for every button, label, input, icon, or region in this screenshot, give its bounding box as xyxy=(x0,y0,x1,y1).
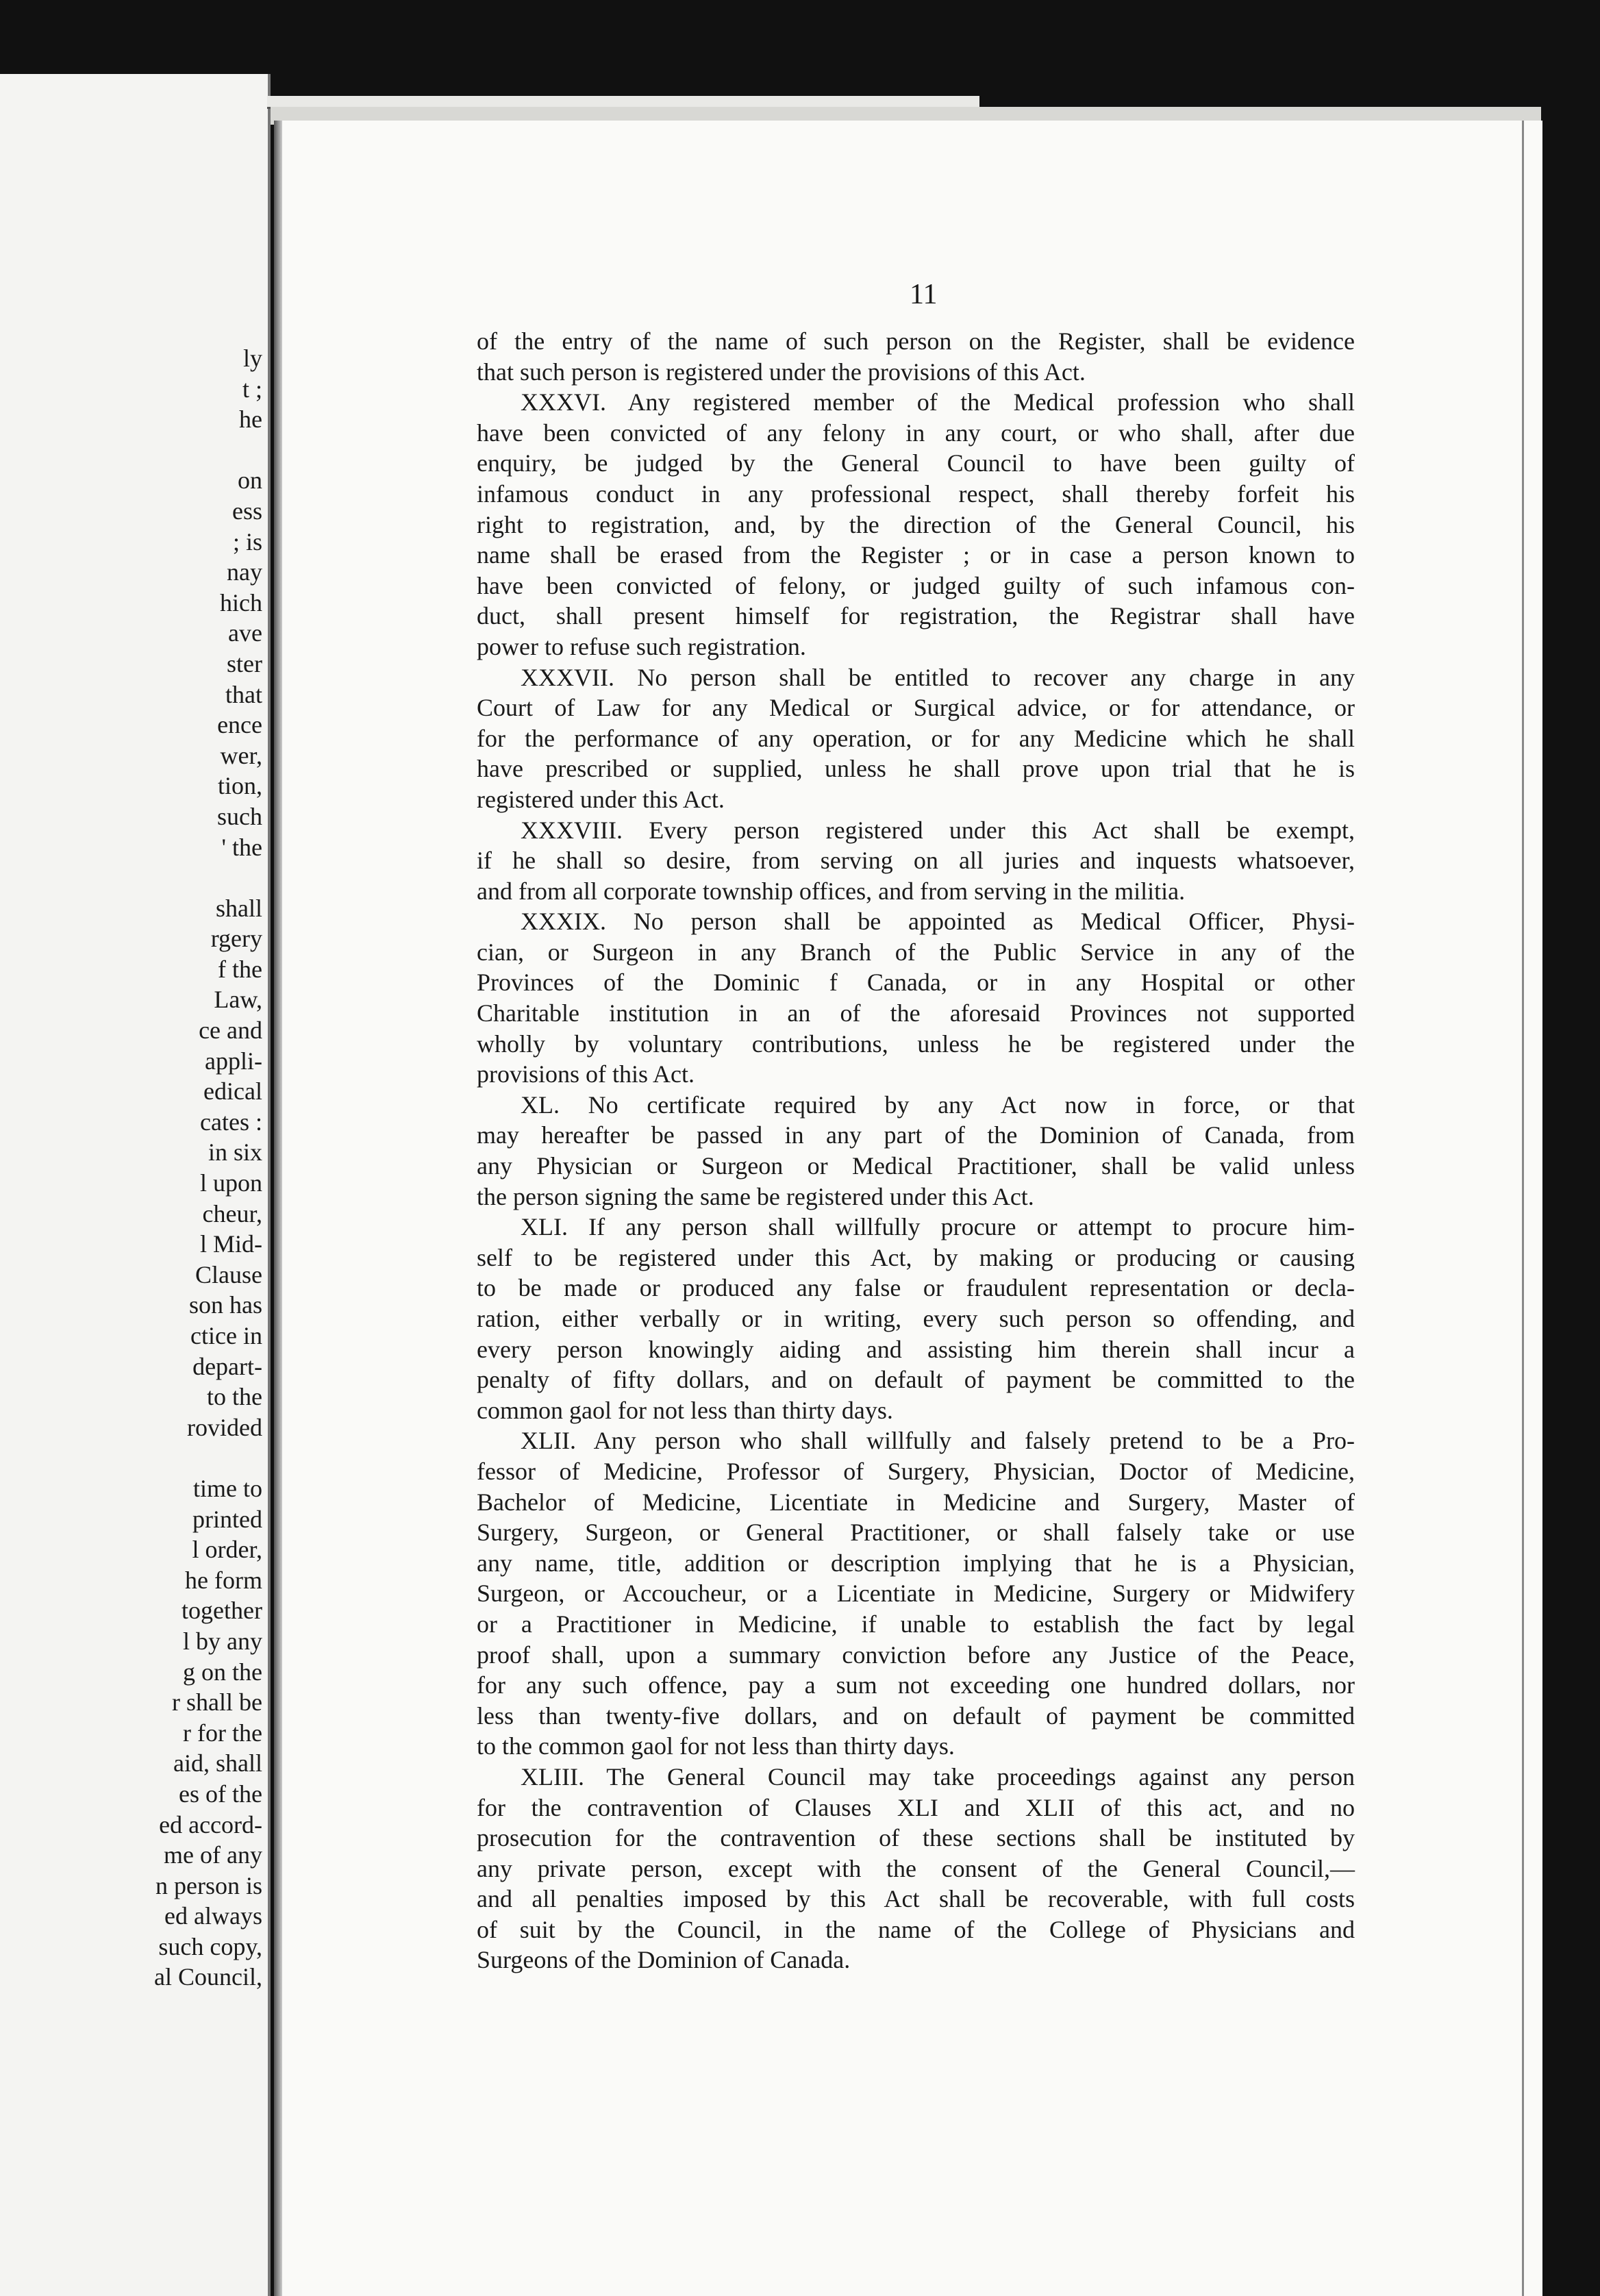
left-page-fragment: ess xyxy=(232,497,262,525)
paragraph-line: wholly by voluntary contributions, unless he be registered under the xyxy=(477,1030,1355,1058)
paragraph-line: Court of Law for any Medical or Surgical advice, or for attendance, or xyxy=(477,694,1355,722)
left-page-fragment: n person is xyxy=(155,1871,262,1899)
paragraph-line: Surgery, Surgeon, or General Practitioner, or shall falsely take or use xyxy=(477,1519,1355,1547)
left-page-fragment: shall xyxy=(216,894,262,922)
paragraph-line: any private person, except with the consent of the General Council,— xyxy=(477,1854,1355,1882)
paragraph-line: right to registration, and, by the direction of the General Council, his xyxy=(477,510,1355,538)
paragraph-line: Bachelor of Medicine, Licentiate in Medicine and Surgery, Master of xyxy=(477,1488,1355,1516)
paragraph-line: any name, title, addition or description implying that he is a Physician, xyxy=(477,1549,1355,1577)
paragraph-line: for the performance of any operation, or for any Medicine which he shall xyxy=(477,724,1355,752)
left-page-text-fragments xyxy=(154,343,262,1993)
paragraph-line: to be made or produced any false or fraudulent representation or decla- xyxy=(477,1274,1355,1302)
left-page-fragment: ; is xyxy=(232,527,262,556)
left-page-fragment: nay xyxy=(227,558,262,586)
paragraph-line: fessor of Medicine, Professor of Surgery, Physician, Doctor of Medicine, xyxy=(477,1457,1355,1485)
paragraph-line: may hereafter be passed in any part of the Dominion of Canada, from xyxy=(477,1121,1355,1149)
left-page-fragment: son has xyxy=(189,1291,262,1319)
paragraph-line: Charitable institution in an of the aforesaid Provinces not supported xyxy=(477,999,1355,1027)
paragraph-line: have been convicted of felony, or judged guilty of such infamous con- xyxy=(477,571,1355,599)
paragraph-first-line: XLII. Any person who shall willfully and falsely pretend to be a Pro- xyxy=(521,1427,1355,1455)
left-page-fragment: that xyxy=(225,680,262,708)
paragraph-line: that such person is registered under the provisions of this Act. xyxy=(477,358,1086,386)
left-page-fragment: tion, xyxy=(217,772,262,800)
left-page-fragment: Law, xyxy=(214,986,262,1014)
left-page-fragment: on xyxy=(238,466,262,495)
paragraph-line: self to be registered under this Act, by making or producing or causing xyxy=(477,1243,1355,1271)
left-page-fragment: es of the xyxy=(179,1780,262,1808)
paragraph-line: Surgeon, or Accoucheur, or a Licentiate in Medicine, Surgery or Midwifery xyxy=(477,1580,1355,1608)
paragraph-line: or a Practitioner in Medicine, if unable to establish the fact by legal xyxy=(477,1610,1355,1638)
paragraph-line: Surgeons of the Dominion of Canada. xyxy=(477,1946,851,1974)
paragraph-line: name shall be erased from the Register ; or in case a person known to xyxy=(477,541,1355,569)
left-page-fragment: al Council, xyxy=(154,1963,262,1991)
left-page-fragment: hich xyxy=(220,588,262,616)
left-page-fragment: printed xyxy=(192,1505,262,1533)
left-page-fragment: depart- xyxy=(192,1352,262,1380)
book-spine-shadow xyxy=(274,121,282,2296)
paragraph-first-line: XLI. If any person shall willfully procure or attempt to procure him- xyxy=(521,1213,1355,1241)
page-number: 11 xyxy=(910,279,938,310)
paragraph-line: penalty of fifty dollars, and on default of payment be committed to the xyxy=(477,1366,1355,1394)
paragraph-line: power to refuse such registration. xyxy=(477,632,806,660)
paragraph-line: the person signing the same be registered under this Act. xyxy=(477,1182,1034,1210)
left-page-fragment: ave xyxy=(228,619,262,647)
left-page-fragment: aid, shall xyxy=(173,1749,262,1777)
paragraph-line: ration, either verbally or in writing, every such person so offending, and xyxy=(477,1305,1355,1332)
left-page-fragment: me of any xyxy=(164,1841,262,1869)
left-page-fragment xyxy=(154,435,262,466)
paragraph-line: for any such offence, pay a sum not exceeding one hundred dollars, nor xyxy=(477,1671,1355,1699)
left-page-fragment: ed accord- xyxy=(159,1810,262,1838)
left-page-fragment: t ; xyxy=(242,375,262,403)
paragraph-line: less than twenty-five dollars, and on default of payment be committed xyxy=(477,1701,1355,1730)
paragraph-first-line: of the entry of the name of such person on the Register, shall be evidence xyxy=(477,327,1355,355)
paragraph-line: and all penalties imposed by this Act shall be recoverable, with full costs xyxy=(477,1885,1355,1913)
paragraph-line: common gaol for not less than thirty days. xyxy=(477,1396,893,1424)
left-page-fragment: l upon xyxy=(199,1169,262,1197)
left-page-fragment: edical xyxy=(203,1077,262,1106)
paragraph-line: cian, or Surgeon in any Branch of the Public Service in any of the xyxy=(477,938,1355,966)
left-page-fragment xyxy=(154,862,262,893)
left-page-fragment: ed always xyxy=(164,1902,262,1930)
paragraph-first-line: XL. No certificate required by any Act now in force, or that xyxy=(521,1090,1355,1119)
paragraph-line: for the contravention of Clauses XLI and XLII of this act, and no xyxy=(477,1793,1355,1821)
paragraph-line: of suit by the Council, in the name of the College of Physicians and xyxy=(477,1915,1355,1943)
left-page-fragment: l order, xyxy=(192,1536,262,1564)
left-page-fragment: such copy, xyxy=(158,1932,262,1960)
paragraph-first-line: XLIII. The General Council may take proceedings against any person xyxy=(521,1762,1355,1790)
left-page-fragment: cates : xyxy=(200,1108,262,1136)
paragraph-first-line: XXXVIII. Every person registered under this Act shall be exempt, xyxy=(521,816,1355,844)
left-page-fragment: cheur, xyxy=(202,1199,262,1227)
left-page-fragment: r for the xyxy=(183,1719,262,1747)
left-page-fragment: ' the xyxy=(221,833,262,861)
paragraph-line: enquiry, be judged by the General Council to have been guilty of xyxy=(477,449,1355,477)
right-page xyxy=(274,121,1542,2296)
paragraph-line: have prescribed or supplied, unless he shall prove upon trial that he is xyxy=(477,755,1355,783)
left-page-fragment xyxy=(154,1443,262,1473)
left-page-fragment: rgery xyxy=(210,925,262,953)
left-page-fragment: f the xyxy=(218,955,262,983)
left-page-fragment: such xyxy=(217,802,262,830)
paragraph-line: any Physician or Surgeon or Medical Practitioner, shall be valid unless xyxy=(477,1152,1355,1180)
left-page-fragment: g on the xyxy=(183,1658,262,1686)
paragraph-line: duct, shall present himself for registration, the Registrar shall have xyxy=(477,602,1355,630)
paragraph-line: to the common gaol for not less than thirty days. xyxy=(477,1732,955,1760)
paragraph-first-line: XXXVI. Any registered member of the Medical profession who shall xyxy=(521,388,1355,416)
left-page-fragment: ce and xyxy=(199,1016,262,1045)
paragraph-line: Provinces of the Dominic f Canada, or in any Hospital or other xyxy=(477,969,1355,997)
left-page-fragment: rovided xyxy=(187,1413,262,1441)
paragraph-line: if he shall so desire, from serving on all juries and inquests whatsoever, xyxy=(477,847,1355,875)
paragraph-first-line: XXXIX. No person shall be appointed as Medical Officer, Physi- xyxy=(521,908,1355,936)
left-page-fragment: appli- xyxy=(205,1047,262,1075)
paragraph-first-line: XXXVII. No person shall be entitled to recover any charge in any xyxy=(521,663,1355,691)
left-page-fragment: r shall be xyxy=(172,1688,262,1717)
left-page-fragment: together xyxy=(182,1597,262,1625)
left-page-fragment: he xyxy=(239,405,262,434)
paragraph-line: and from all corporate township offices, and from serving in the militia. xyxy=(477,877,1186,905)
paragraph-line: provisions of this Act. xyxy=(477,1060,695,1088)
left-page-fragment: l Mid- xyxy=(199,1230,262,1258)
paragraph-line: proof shall, upon a summary conviction before any Justice of the Peace, xyxy=(477,1640,1355,1669)
page-body-text xyxy=(477,326,1355,1975)
left-page-fragment: ly xyxy=(242,345,262,372)
paragraph-line: prosecution for the contravention of these sections shall be instituted by xyxy=(477,1824,1355,1852)
left-page-fragment: ctice in xyxy=(190,1322,262,1349)
left-page-fragment: wer, xyxy=(220,741,262,769)
left-facing-page xyxy=(0,74,271,2296)
paragraph-line: every person knowingly aiding and assisting him therein shall incur a xyxy=(477,1335,1355,1363)
left-page-fragment: he form xyxy=(185,1566,262,1594)
paragraph-line: have been convicted of any felony in any court, or who shall, after due xyxy=(477,419,1355,447)
left-page-fragment: Clause xyxy=(195,1260,262,1288)
paragraph-line: registered under this Act. xyxy=(477,785,725,813)
left-page-fragment: ster xyxy=(227,649,262,677)
left-page-fragment: time to xyxy=(193,1474,262,1502)
left-page-fragment: to the xyxy=(207,1383,262,1411)
paragraph-line: infamous conduct in any professional respect, shall thereby forfeit his xyxy=(477,479,1355,508)
left-page-fragment: ence xyxy=(217,711,262,739)
left-page-edge xyxy=(268,74,271,2296)
left-page-fragment: l by any xyxy=(183,1627,262,1655)
right-page-edge xyxy=(1522,121,1524,2296)
left-page-fragment: in six xyxy=(208,1138,262,1166)
